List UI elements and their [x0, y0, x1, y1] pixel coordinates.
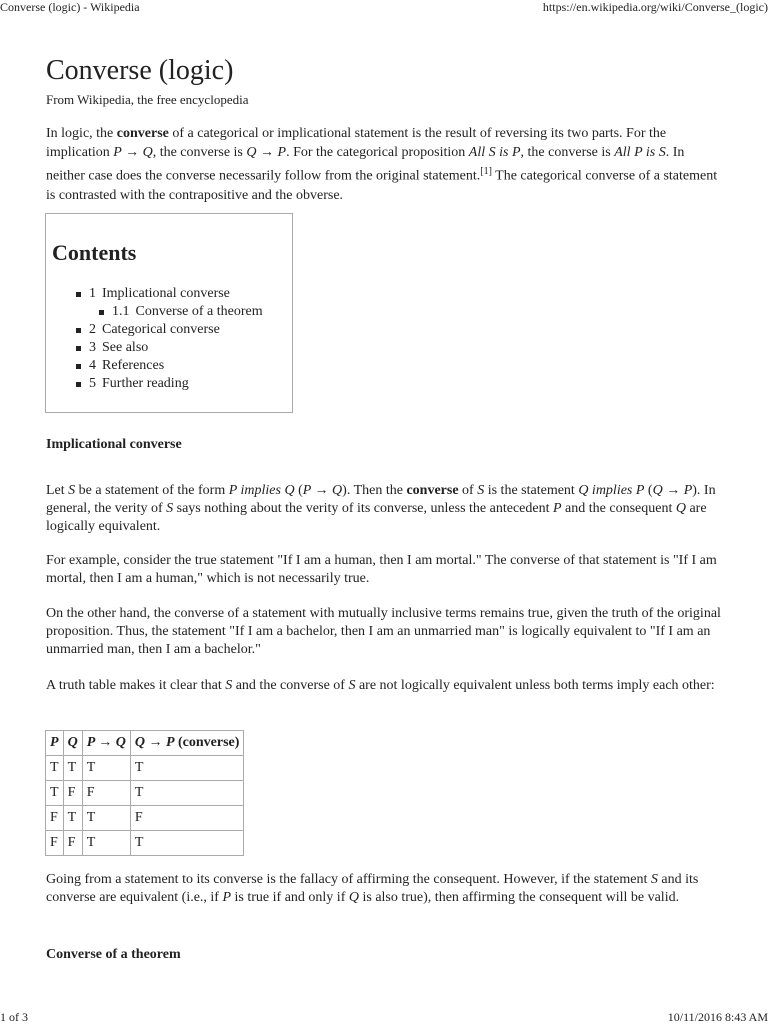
page-subtitle: From Wikipedia, the free encyclopedia [46, 92, 249, 107]
section-heading-implicational-converse: Implicational converse [46, 437, 182, 452]
table-header-cell: P → Q [82, 731, 130, 756]
article-content [46, 54, 722, 205]
table-cell: T [46, 756, 64, 781]
subsection-heading-converse-of-a-theorem: Converse of a theorem [46, 947, 181, 962]
print-footer-date: 10/11/2016 8:43 AM [667, 1010, 768, 1024]
section1-paragraph-2: For example, consider the true statement "If I am a human, then I am mortal." The converse of that statement is "If I am mortal, then I am a human," which is not necessarily true. [46, 553, 717, 586]
section1-paragraph-1: Let S be a statement of the form P implies Q (P → Q). Then the converse of S is the statement Q implies P (Q → P). In general, the verity of S says nothing about the verity of its converse, unless the antecedent P and the consequent Q are logically equivalent. [46, 483, 716, 534]
intro-paragraph: In logic, the converse of a categorical or implicational statement is the result of reversing its two parts. For the implication P → Q, the converse is Q → P. For the categorical proposition All S is P, the converse is All P is S. In neither case does the converse necessarily follow from the original statement.[1] The categorical converse of a statement is contrasted with the contrapositive and the obverse. [46, 126, 718, 203]
truth-table [45, 730, 244, 856]
table-cell: F [63, 781, 82, 806]
table-row [46, 806, 244, 831]
toc-item-further-reading[interactable]: 5 Further reading [76, 375, 316, 393]
page-title: Converse (logic) [46, 55, 234, 86]
table-cell: F [46, 831, 64, 856]
print-footer-page: 1 of 3 [0, 1010, 28, 1024]
table-row [46, 756, 244, 781]
table-header-row [46, 731, 244, 756]
table-header-cell: P [46, 731, 64, 756]
table-row [46, 781, 244, 806]
toc-item-converse-of-a-theorem[interactable]: 1.1 Converse of a theorem [99, 303, 316, 321]
toc-item-categorical-converse[interactable]: 2 Categorical converse [76, 321, 316, 339]
table-cell: T [82, 806, 130, 831]
table-cell: F [63, 831, 82, 856]
table-cell: T [63, 806, 82, 831]
toc-item-references[interactable]: 4 References [76, 357, 316, 375]
table-of-contents [45, 213, 293, 413]
table-cell: T [82, 831, 130, 856]
table-header-cell: Q [63, 731, 82, 756]
reference-link[interactable]: [1] [480, 166, 492, 177]
table-cell: F [82, 781, 130, 806]
toc-item-see-also[interactable]: 3 See also [76, 339, 316, 357]
table-cell: T [130, 831, 244, 856]
section1-paragraph-4: A truth table makes it clear that S and the converse of S are not logically equivalent unless both terms imply each other: [46, 678, 715, 693]
table-cell: F [130, 806, 244, 831]
table-row [46, 831, 244, 856]
table-cell: T [130, 756, 244, 781]
section1-paragraph-5: Going from a statement to its converse is the fallacy of affirming the consequent. However, if the statement S and its converse are equivalent (i.e., if P is true if and only if Q is also true), then affirming the consequent will be valid. [46, 872, 699, 905]
toc-item-implicational-converse[interactable]: 1 Implicational converse [76, 285, 316, 303]
table-cell: T [63, 756, 82, 781]
table-cell: T [130, 781, 244, 806]
toc-title: Contents [52, 240, 137, 265]
table-cell: T [46, 781, 64, 806]
print-header-title: Converse (logic) - Wikipedia [0, 0, 140, 14]
print-header-url: https://en.wikipedia.org/wiki/Converse_(logic) [542, 0, 768, 14]
toc-list [76, 285, 316, 393]
table-cell: T [82, 756, 130, 781]
section1-paragraph-3: On the other hand, the converse of a statement with mutually inclusive terms remains true, given the truth of the original proposition. Thus, the statement "If I am a bachelor, then I am an unmarried man" is logically equivalent to "If I am an unmarried man, then I am a bachelor." [46, 606, 721, 657]
table-header-cell: Q → P (converse) [130, 731, 244, 756]
table-cell: F [46, 806, 64, 831]
